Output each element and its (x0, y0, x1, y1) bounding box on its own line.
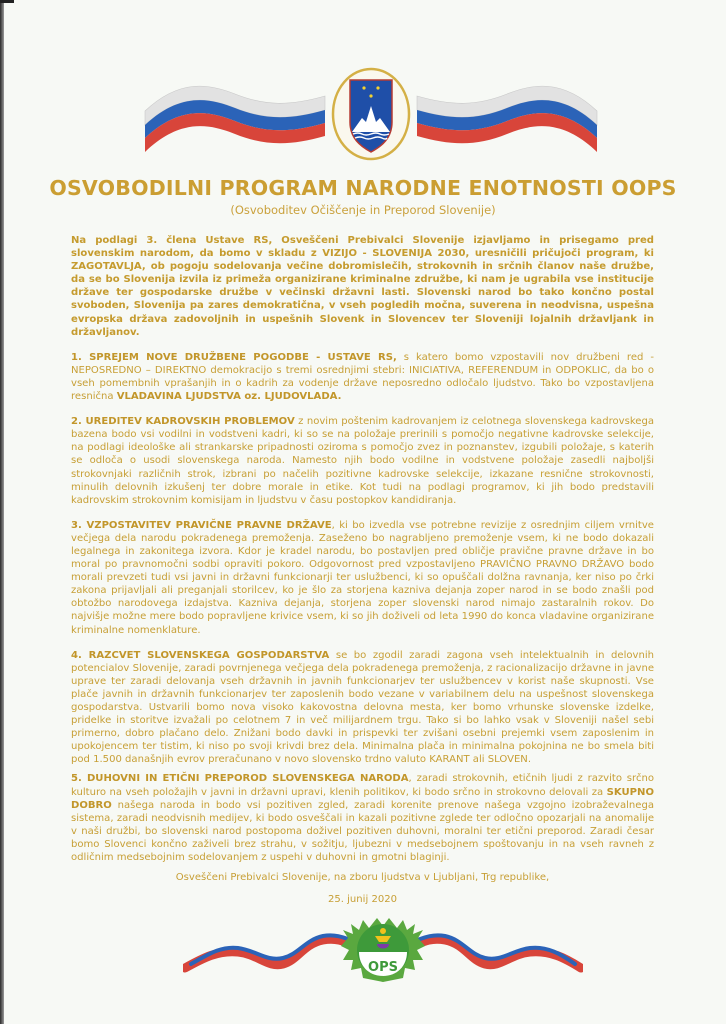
ops-logo-icon (341, 918, 425, 982)
section-5-heading: 5. DUHOVNI IN ETIČNI PREPOROD SLOVENSKEGA NARODA (71, 773, 409, 785)
section-5 (71, 772, 654, 864)
section-4 (71, 649, 654, 767)
footer-ribbon-with-logo (183, 918, 583, 984)
section-4-body: se bo zgodil zaradi zagona vseh intelektualnih in delovnih potencialov Slovenije, zaradi povrnjenega večjega dela pokradenega premoženja, z racionalizacijo državne in javne uprave ter zaradi delovanja vseh državnih in javnih funkcionarjev ter uslužbencev v korist naše skupnosti. Vse plače javnih in državnih funkcionarjev ter zaposlenih bodo vezane v variabilnem delu na uspešnost slovenskega gospodarstva. Ustvarili bomo nova visoko kakovostna delovna mesta, ker bomo vrhunske slovenske izdelke, pridelke in storitve izvažali po celotnem 7 in več milijardnem trgu. Tako si bo lahko vsak v Sloveniji našel sebi primerno, dobro plačano delo. Znižani bodo davki in prispevki ter zvišani osebni prejemki vsem zaposlenim in upokojencem ter tistim, ki niso po svoji krivdi brez dela. Minimalna plača in minimalna pokojnina ne bo smela biti pod 1.500 današnjih evrov preračunano v novo slovensko trdno valuto KARANT ali SLOVEN. (71, 649, 654, 766)
ops-logo-text: OPS (368, 960, 398, 975)
slovenian-coat-of-arms-icon (333, 69, 409, 159)
section-1-tail: VLADAVINA LJUDSTVA oz. LJUDOVLADA. (116, 391, 342, 403)
document-title: OSVOBODILNI PROGRAM NARODNE ENOTNOSTI OOPS (49, 176, 677, 200)
section-3-body: , ki bo izvedla vse potrebne revizije z osrednjim ciljem vrnitve večjega dela narodu pokradenega premoženja. Zaseženo bo nagrabljeno premoženje vsem, ki ne bodo dokazali legalnega in zakonitega izvora. Kdor je kradel narodu, bo postavljen pred obličje pravične pravne države in bo moral po pravnomočni sodbi opraviti pokoro. Odgovornost pred vzpostavljeno PRAVIČNO PRAVNO DRŽAVO bodo morali prevzeti tudi vsi javni in državni funkcionarji ter uslužbenci, ki so opuščali dolžna ravnanja, ker niso po črki zakona prijavljali ali preganjali storilcev, ko je šlo za storjena kazniva dejanja zoper narod in se bodo znašli pod obtožbo narodovega izdajstva. Kazniva dejanja, storjena zoper slovenski narod nimajo zastaralnih rokov. Do najvišje možne mere bodo popravljene krivice vsem, ki so jih doživeli od leta 1990 do konca vladavine organizirane kriminalne nomenklature. (71, 519, 654, 636)
section-2 (71, 415, 654, 507)
section-5-emphasis: SKUPNO DOBRO (71, 786, 654, 811)
section-2-heading: 2. UREDITEV KADROVSKIH PROBLEMOV (71, 416, 295, 428)
section-5-body-cont: našega naroda in bodo vsi pozitiven zgled, zaradi korenite prenove našega vzgojno izobraževalnega sistema, zaradi neodvisnih medijev, ki bodo osveščali in kazali pozitivne zglede ter odločno opozarjali na anomalije v naši družbi, bo slovenski narod postopoma doživel pozitiven duhovni, moralni ter etični preporod. Zaradi česar bomo Slovenci končno zaživeli brez strahu, v sožitju, ljubezni v medsebojnem spoštovanju in na vseh ravneh z odličnim medsebojnim sodelovanjem z uspehi v duhovni in gmotni blaginji. (71, 799, 654, 864)
document-subtitle: (Osvoboditev Očiščenje in Preporod Slovenije) (230, 203, 496, 217)
signature-line: Osveščeni Prebivalci Slovenije, na zboru ljudstva v Ljubljani, Trg republike, (175, 872, 550, 884)
section-1 (71, 351, 654, 403)
section-3 (71, 519, 654, 637)
intro-paragraph: Na podlagi 3. člena Ustave RS, Osveščeni Prebivalci Slovenije izjavljamo in prisegamo pred slovenskim narodom, da bomo v skladu z VIZIJO - SLOVENIJA 2030, uresničili pričujoči program, ki ZAGOTAVLJA, ob pogoju sodelovanja večine dobromislečih, strokovnih in srčnih članov naše družbe, da se bo Slovenija izvila iz primeža organizirane kriminalne združbe, ki nam je ugrabila vse institucije države ter gospodarske družbe v večinski državni lasti. Slovenski narod bo tako končno postal svoboden, Slovenija pa zares demokratična, v vseh pogledih močna, suverena in neodvisna, uspešna evropska država zadovoljnih in uspešnih Slovenk in Slovencev ter Sloveniji lojalnih državljank in državljanov. (71, 235, 654, 338)
header-flag-ribbon-with-crest (140, 66, 602, 162)
section-3-heading: 3. VZPOSTAVITEV PRAVIČNE PRAVNE DRŽAVE (71, 519, 332, 531)
section-4-heading: 4. RAZCVET SLOVENSKEGA GOSPODARSTVA (71, 649, 330, 661)
document-date: 25. junij 2020 (327, 894, 398, 906)
section-5-body: , zaradi strokovnih, etičnih ljudi z razvito srčno kulturo na vseh položajih v javni in državni upravi, klenih politikov, ki bodo srčno in strokovno delovali za (71, 773, 654, 798)
section-1-body: s katero bomo vzpostavili nov družbeni red - NEPOSREDNO – DIREKTNO demokracijo s tremi osrednjimi stebri: INICIATIVA, REFERENDUM in ODPOKLIC, da bo o vseh pomembnih vprašanjih in o kadrih za vodenje države neposredno odločalo ljudstvo. Tako bo vzpostavljena resnična (71, 351, 654, 403)
section-1-heading: 1. SPREJEM NOVE DRUŽBENE POGODBE - USTAVE RS, (71, 351, 397, 363)
section-2-body: z novim poštenim kadrovanjem iz celotnega slovenskega kadrovskega bazena bodo vsi vodilni in vodstveni kadri, ki so se na položaje prerinili s pomočjo negativne kadrovske selekcije, na podlagi ideološke ali strankarske pripadnosti oziroma s pomočjo zvez in poznanstev, izgubili položaje, s katerih se odloča o usodi slovenskega naroda. Namesto njih bodo vodilne in vodstvene položaje zasedli najboljši strokovnjaki različnih strok, izbrani po načelih pozitivne kadrovske selekcije, izkazane resnične strokovnosti, minulih delovnih izkušenj ter dobre morale in etike. Kot tudi na podlagi programov, ki jih bodo predstavili kadrovskim strokovnim komisijam in ljudstvu v času postopkov kandidiranja. (71, 416, 654, 506)
scan-edge-shadow (0, 0, 4, 1024)
document-body (71, 234, 654, 918)
scan-corner-shadow (0, 0, 14, 3)
